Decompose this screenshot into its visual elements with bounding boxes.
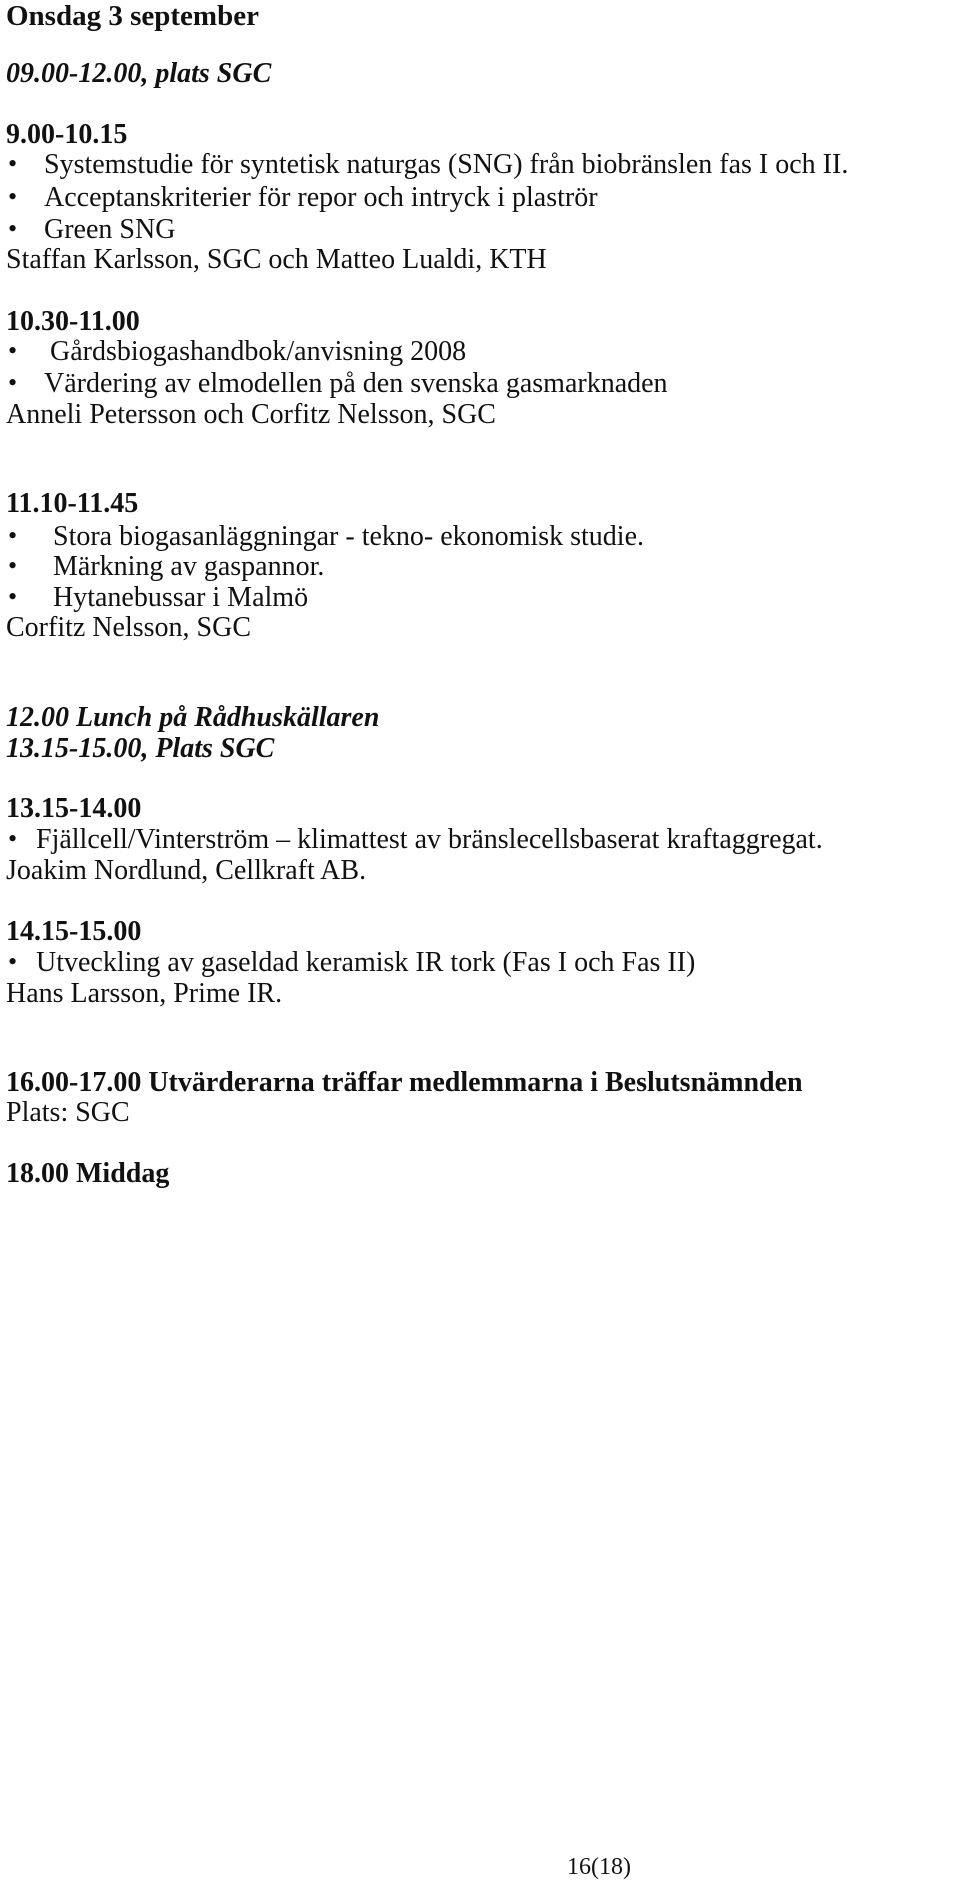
afternoon-session-heading: 13.15-15.00, Plats SGC — [6, 733, 275, 764]
block-3-presenter: Corfitz Nelsson, SGC — [6, 612, 251, 643]
block-1-presenter: Staffan Karlsson, SGC och Matteo Lualdi, KTH — [6, 244, 547, 275]
bullet-icon: • — [8, 551, 18, 580]
bullet-icon: • — [8, 182, 18, 211]
page-number: 16(18) — [567, 1854, 631, 1880]
afternoon-block-2-presenter: Hans Larsson, Prime IR. — [6, 978, 283, 1009]
block-1-item-1: Systemstudie för syntetisk naturgas (SNG) från biobränslen fas I och II. — [44, 149, 849, 180]
block-2-item-2: Värdering av elmodellen på den svenska gasmarknaden — [44, 368, 668, 399]
bullet-icon: • — [8, 947, 18, 976]
bullet-icon: • — [8, 214, 18, 243]
block-2-presenter: Anneli Petersson och Corfitz Nelsson, SGC — [6, 399, 496, 430]
block-1-item-3: Green SNG — [44, 214, 176, 245]
morning-session-heading: 09.00-12.00, plats SGC — [6, 58, 272, 89]
bullet-icon: • — [8, 824, 18, 853]
afternoon-block-1-item-1: Fjällcell/Vinterström – klimattest av bränslecellsbaserat kraftaggregat. — [36, 824, 823, 855]
block-3-item-3: Hytanebussar i Malmö — [53, 582, 309, 613]
afternoon-block-2-time: 14.15-15.00 — [6, 916, 142, 947]
bullet-icon: • — [8, 368, 18, 397]
evaluators-line: 16.00-17.00 Utvärderarna träffar medlemmarna i Beslutsnämnden — [6, 1067, 803, 1098]
block-3-time: 11.10-11.45 — [6, 488, 139, 519]
block-3-item-1: Stora biogasanläggningar - tekno- ekonomisk studie. — [53, 521, 644, 552]
day-heading: Onsdag 3 september — [6, 0, 259, 32]
bullet-icon: • — [8, 521, 18, 550]
lunch-line: 12.00 Lunch på Rådhuskällaren — [6, 702, 380, 733]
afternoon-block-1-presenter: Joakim Nordlund, Cellkraft AB. — [6, 855, 367, 886]
block-3-item-2: Märkning av gaspannor. — [53, 551, 325, 582]
bullet-icon: • — [8, 149, 18, 178]
bullet-icon: • — [8, 582, 18, 611]
block-1-item-2: Acceptanskriterier för repor och intryck i plaströr — [44, 182, 598, 213]
evaluators-place: Plats: SGC — [6, 1097, 130, 1128]
bullet-icon: • — [8, 336, 18, 365]
afternoon-block-2-item-1: Utveckling av gaseldad keramisk IR tork (Fas I och Fas II) — [36, 947, 696, 978]
block-1-time: 9.00-10.15 — [6, 119, 128, 150]
afternoon-block-1-time: 13.15-14.00 — [6, 793, 142, 824]
block-2-item-1: Gårdsbiogashandbok/anvisning 2008 — [50, 336, 467, 367]
block-2-time: 10.30-11.00 — [6, 306, 140, 337]
dinner-line: 18.00 Middag — [6, 1158, 170, 1189]
